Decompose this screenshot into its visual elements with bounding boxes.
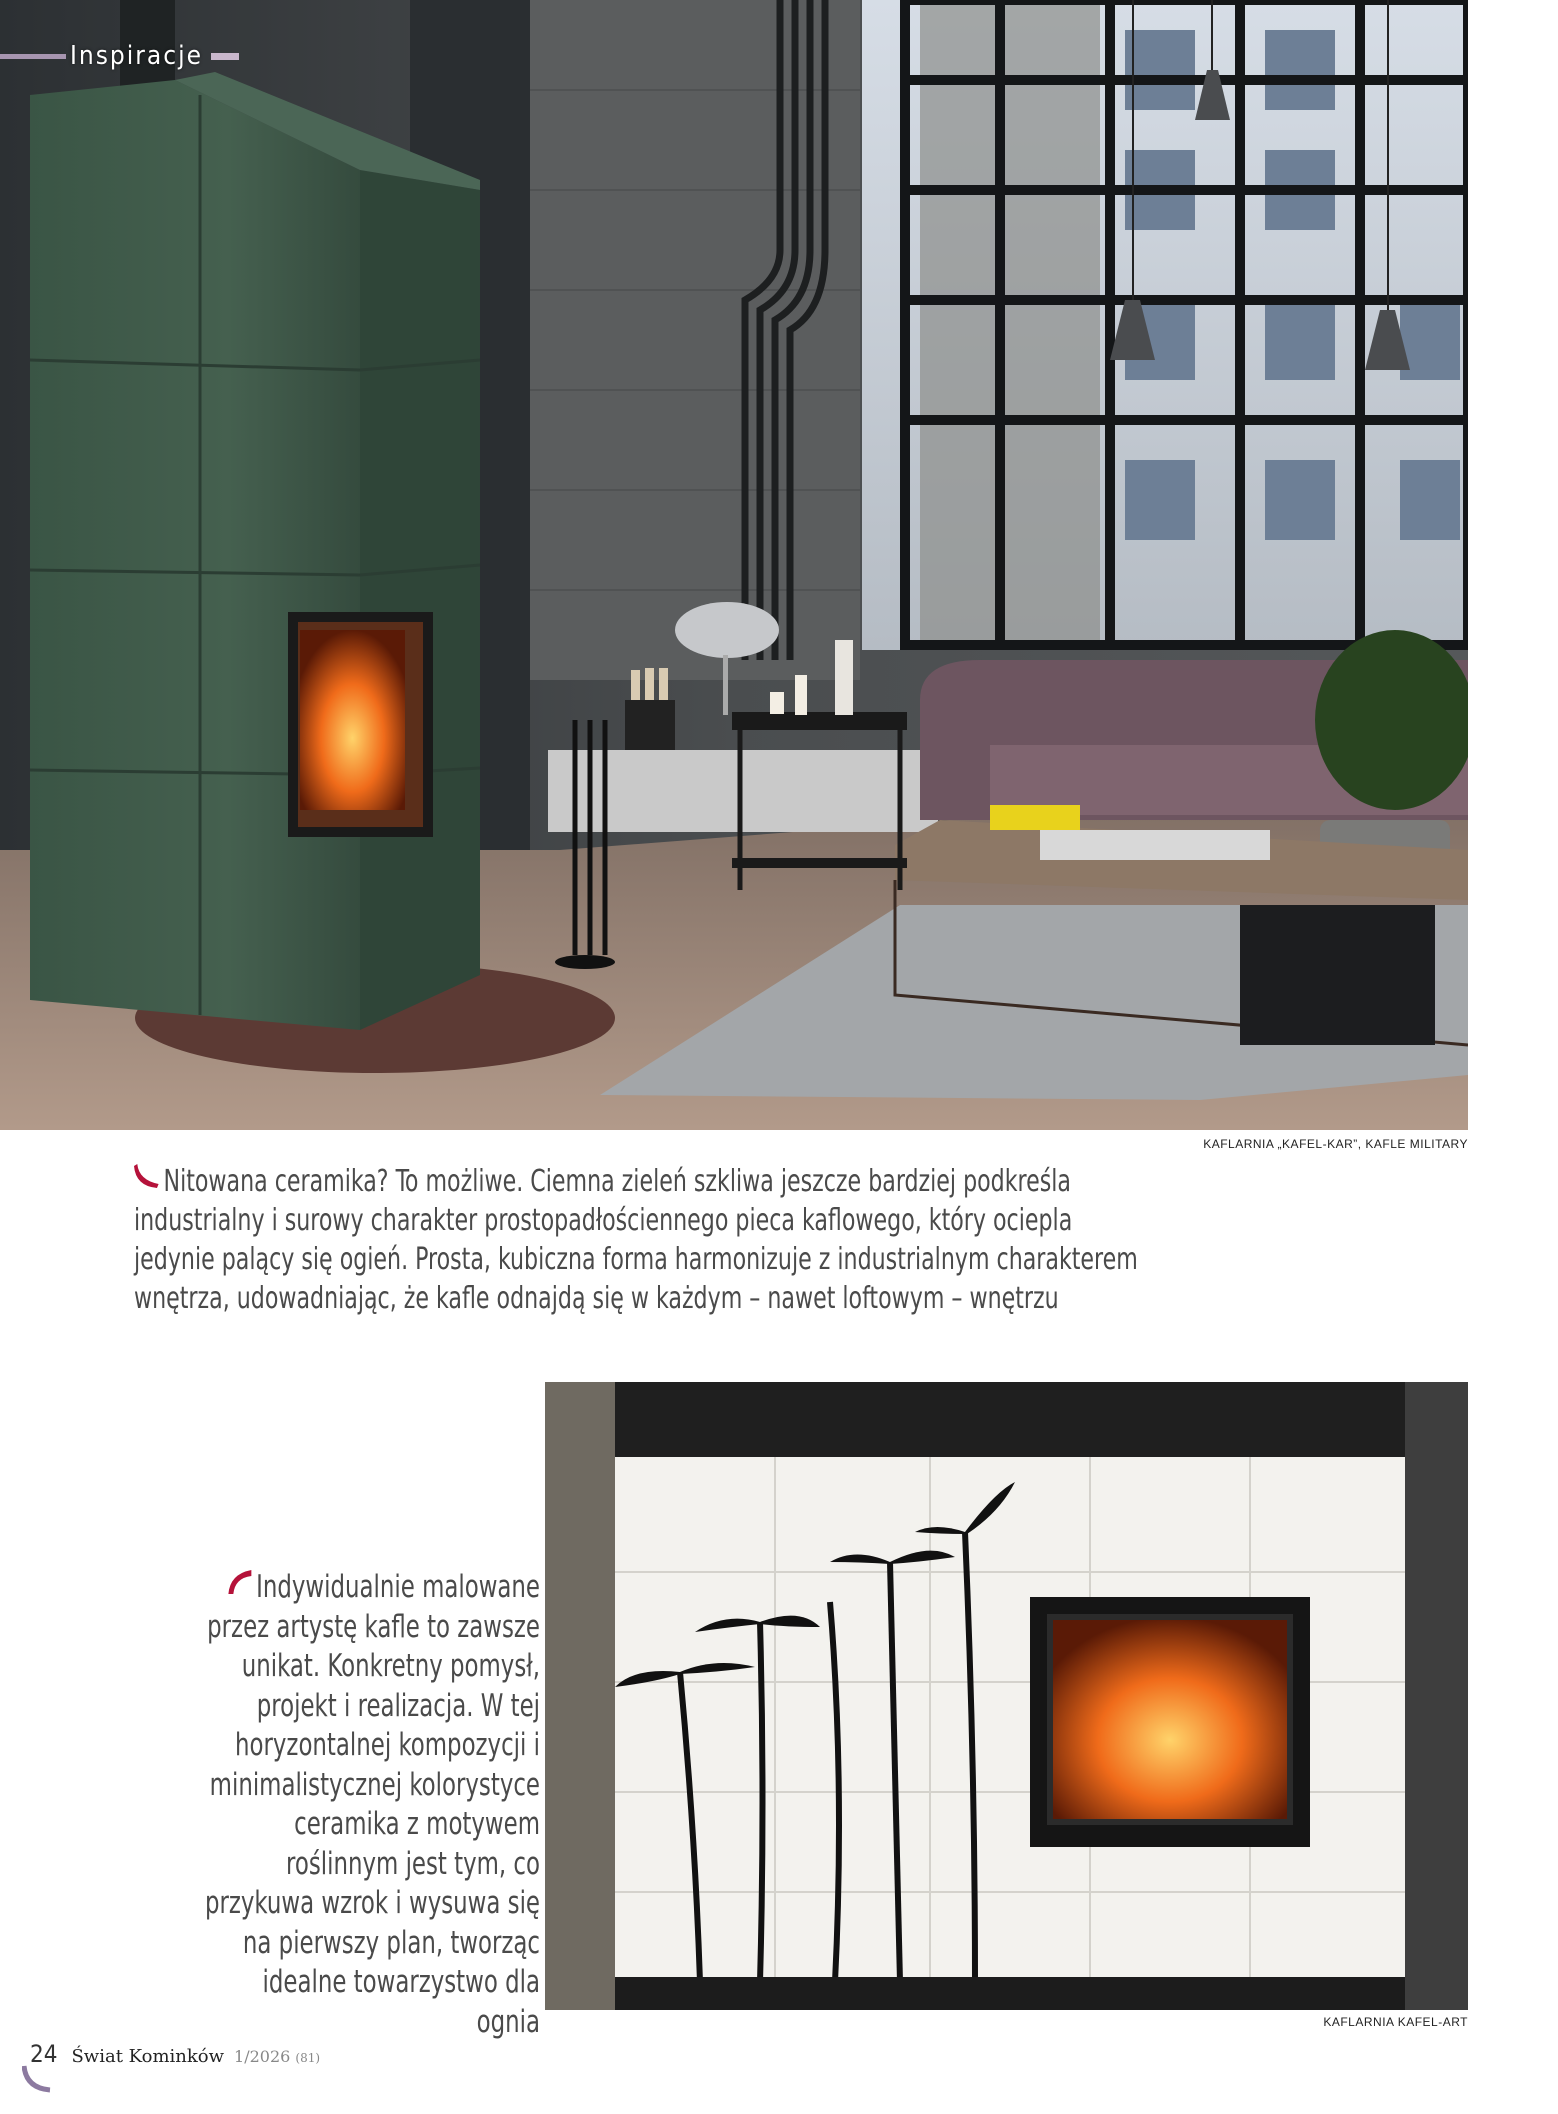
caption-side-text: Indywidualnie malowane przez artystę kafle to zawsze unikat. Konkretny pomysł, projekt i realizacja. W tej horyzontalnej kompozycji i minimalistycznej kolorystyce ceramika z motywem roślinnym jest tym, co przykuwa wzrok i wysuwa się na pierwszy plan, tworząc idealne towarzystwo dla ognia <box>204 1569 541 2040</box>
section-tag-bar-right <box>211 53 239 60</box>
issue-label <box>234 2047 320 2066</box>
bamboo-fireplace-illustration <box>545 1382 1468 2010</box>
caption-main-text: Nitowana ceramika? To możliwe. Ciemna zieleń szkliwa jeszcze bardziej podkreśla industrialny i surowy charakter prostopadłościennego pieca kaflowego, który ociepla jedynie palący się ogień. Prosta, kubiczna forma harmonizuje z industrialnym charakterem wnętrza, udowadniając, że kafle odnajdą się w każdym – nawet loftowym – wnętrzu <box>134 1164 1138 1316</box>
accent-quote-mark <box>134 1162 160 1190</box>
photo1-credit: KAFLARNIA „KAFEL-KAR”, KAFLE MILITARY <box>1203 1137 1468 1151</box>
caption-side <box>196 1568 540 2042</box>
issue-date: 1/2026 <box>234 2047 291 2066</box>
caption-main <box>134 1162 1159 1318</box>
page-number: 24 <box>30 2040 58 2068</box>
issue-number: (81) <box>295 2051 321 2065</box>
photo2 <box>545 1382 1468 2010</box>
magazine-title: Świat Kominków <box>71 2046 225 2067</box>
section-tag-bar <box>0 54 66 59</box>
section-label: Inspiracje <box>70 41 203 71</box>
section-tag <box>0 38 240 74</box>
photo2-credit: KAFLARNIA KAFEL-ART <box>1323 2015 1468 2029</box>
accent-quote-mark <box>227 1568 253 1596</box>
page-footer <box>30 2040 320 2090</box>
